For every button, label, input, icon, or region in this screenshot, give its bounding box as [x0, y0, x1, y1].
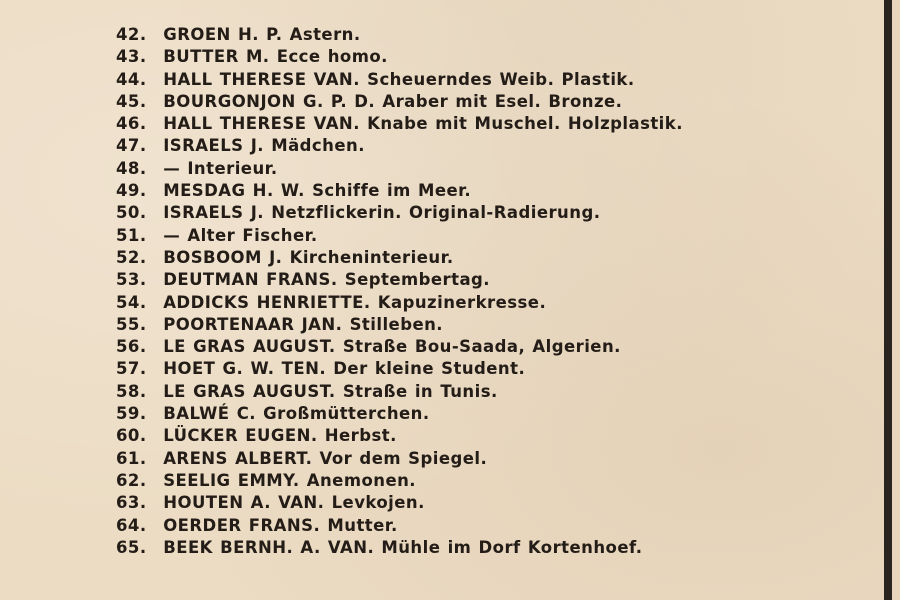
- item-number: 54.: [116, 292, 147, 312]
- catalog-item: [116, 358, 683, 380]
- catalog-list: [116, 24, 683, 559]
- catalog-item: [116, 225, 683, 247]
- item-text: BALWÉ C. Großmütterchen.: [163, 404, 430, 424]
- item-number: 56.: [116, 337, 147, 357]
- catalog-item: [116, 135, 683, 157]
- catalog-item: [116, 113, 683, 135]
- item-number: 57.: [116, 359, 147, 379]
- catalog-item: [116, 158, 683, 180]
- catalog-item: [116, 91, 683, 113]
- item-number: 46.: [116, 114, 147, 134]
- catalog-item: [116, 448, 683, 470]
- item-text: HALL THERESE VAN. Knabe mit Muschel. Holzplastik.: [163, 114, 683, 134]
- item-number: 42.: [116, 25, 147, 44]
- item-text: — Interieur.: [163, 158, 278, 178]
- item-text: HALL THERESE VAN. Scheuerndes Weib. Plastik.: [163, 69, 635, 89]
- item-number: 47.: [116, 136, 147, 156]
- item-text: OERDER FRANS. Mutter.: [163, 515, 398, 535]
- catalog-item: [116, 46, 683, 68]
- item-number: 53.: [116, 270, 147, 290]
- item-text: BUTTER M. Ecce homo.: [163, 47, 388, 67]
- item-number: 62.: [116, 470, 147, 490]
- catalog-item: [116, 381, 683, 403]
- item-text: HOET G. W. TEN. Der kleine Student.: [163, 359, 526, 379]
- item-number: 64.: [116, 515, 147, 535]
- item-text: ARENS ALBERT. Vor dem Spiegel.: [163, 448, 488, 468]
- item-text: — Alter Fischer.: [163, 225, 318, 245]
- item-number: 55.: [116, 314, 147, 334]
- item-number: 48.: [116, 158, 147, 178]
- item-text: GROEN H. P. Astern.: [163, 25, 361, 44]
- catalog-item: [116, 247, 683, 269]
- item-number: 61.: [116, 448, 147, 468]
- item-number: 63.: [116, 493, 147, 513]
- catalog-item: [116, 336, 683, 358]
- catalog-item: [116, 24, 683, 46]
- catalog-item: [116, 515, 683, 537]
- item-number: 51.: [116, 225, 147, 245]
- item-number: 43.: [116, 47, 147, 67]
- item-text: ISRAELS J. Netzflickerin. Original-Radierung.: [163, 203, 601, 223]
- item-text: DEUTMAN FRANS. Septembertag.: [163, 270, 491, 290]
- item-text: HOUTEN A. VAN. Levkojen.: [163, 493, 425, 513]
- item-number: 65.: [116, 537, 147, 557]
- item-text: LE GRAS AUGUST. Straße Bou-Saada, Algerien.: [163, 337, 621, 357]
- item-number: 45.: [116, 91, 147, 111]
- item-text: BOSBOOM J. Kircheninterieur.: [163, 247, 454, 267]
- page-right-margin: [892, 0, 900, 600]
- item-text: POORTENAAR JAN. Stilleben.: [163, 314, 444, 334]
- item-number: 44.: [116, 69, 147, 89]
- catalog-item: [116, 425, 683, 447]
- item-number: 58.: [116, 381, 147, 401]
- item-text: BEEK BERNH. A. VAN. Mühle im Dorf Kortenhoef.: [163, 537, 643, 557]
- catalog-item: [116, 202, 683, 224]
- item-number: 50.: [116, 203, 147, 223]
- page-border-line: [884, 0, 892, 600]
- item-text: ADDICKS HENRIETTE. Kapuzinerkresse.: [163, 292, 547, 312]
- item-text: ISRAELS J. Mädchen.: [163, 136, 365, 156]
- item-text: BOURGONJON G. P. D. Araber mit Esel. Bronze.: [163, 91, 623, 111]
- item-text: LE GRAS AUGUST. Straße in Tunis.: [163, 381, 498, 401]
- catalog-item: [116, 492, 683, 514]
- catalog-item: [116, 470, 683, 492]
- catalog-item: [116, 314, 683, 336]
- item-text: SEELIG EMMY. Anemonen.: [163, 470, 416, 490]
- item-number: 60.: [116, 426, 147, 446]
- item-text: MESDAG H. W. Schiffe im Meer.: [163, 181, 472, 201]
- catalog-item: [116, 403, 683, 425]
- catalog-item: [116, 180, 683, 202]
- catalog-item: [116, 537, 683, 559]
- item-number: 59.: [116, 404, 147, 424]
- catalog-item: [116, 269, 683, 291]
- catalog-item: [116, 292, 683, 314]
- item-text: LÜCKER EUGEN. Herbst.: [163, 426, 397, 446]
- item-number: 49.: [116, 181, 147, 201]
- item-number: 52.: [116, 247, 147, 267]
- catalog-item: [116, 69, 683, 91]
